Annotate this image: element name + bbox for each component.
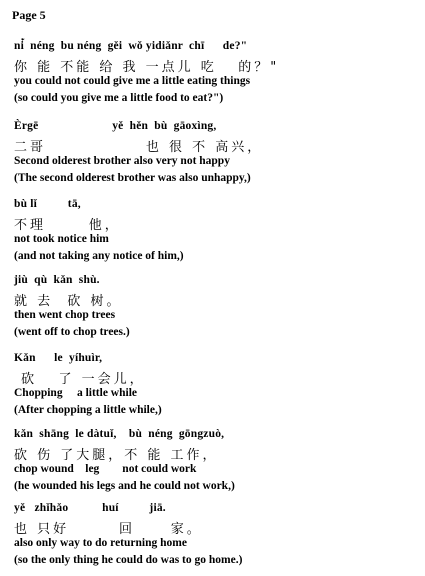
gloss-line: Second olderest brother also very not happy — [14, 155, 230, 167]
pinyin-line: jiù qù kǎn shù. — [14, 274, 100, 286]
translation-line: (After chopping a little while,) — [14, 404, 162, 416]
chinese-line: 砍 伤 了大腿，不 能 工作， — [14, 448, 219, 463]
chinese-line: 不理 他， — [14, 218, 121, 233]
translation-line: (he wounded his legs and he could not work,) — [14, 480, 235, 492]
translation-line: (and not taking any notice of him,) — [14, 250, 184, 262]
translation-line: (The second olderest brother was also unhappy,) — [14, 172, 251, 184]
pinyin-line: ni̇́ néng bu néng gěi wǒ yidiǎnr chī de?" — [14, 40, 248, 52]
chinese-line: 砍 了 一会儿， — [14, 372, 146, 387]
pinyin-line: kǎn shāng le dàtuǐ, bù néng gōngzuò, — [14, 428, 225, 440]
chinese-line: 就 去 砍 树。 — [14, 294, 123, 309]
translation-line: (went off to chop trees.) — [14, 326, 130, 338]
page-number: Page 5 — [12, 8, 46, 22]
chinese-line: 二哥 也 很 不 高兴， — [14, 140, 264, 155]
pinyin-line: yě zhǐhǎo huí jiā. — [14, 502, 166, 514]
chinese-line: 你 能 不能 给 我 一点儿 吃 的？" — [14, 60, 280, 75]
gloss-line: you could not could give me a little eating things — [14, 75, 251, 87]
gloss-line: also only way to do returning home — [14, 537, 187, 549]
gloss-line: then went chop trees — [14, 309, 116, 321]
translation-line: (so the only thing he could do was to go home.) — [14, 554, 243, 566]
pinyin-line: Èrgē yě hěn bù gāoxìng, — [14, 120, 217, 132]
chinese-line: 也 只好 回 家。 — [14, 522, 203, 537]
translation-line: (so could you give me a little food to eat?") — [14, 92, 224, 104]
pinyin-line: bù lǐ tā, — [14, 198, 81, 210]
gloss-line: chop wound leg not could work — [14, 463, 197, 475]
gloss-line: not took notice him — [14, 233, 109, 245]
gloss-line: Chopping a little while — [14, 387, 138, 399]
pinyin-line: Kǎn le yíhuìr, — [14, 352, 103, 364]
